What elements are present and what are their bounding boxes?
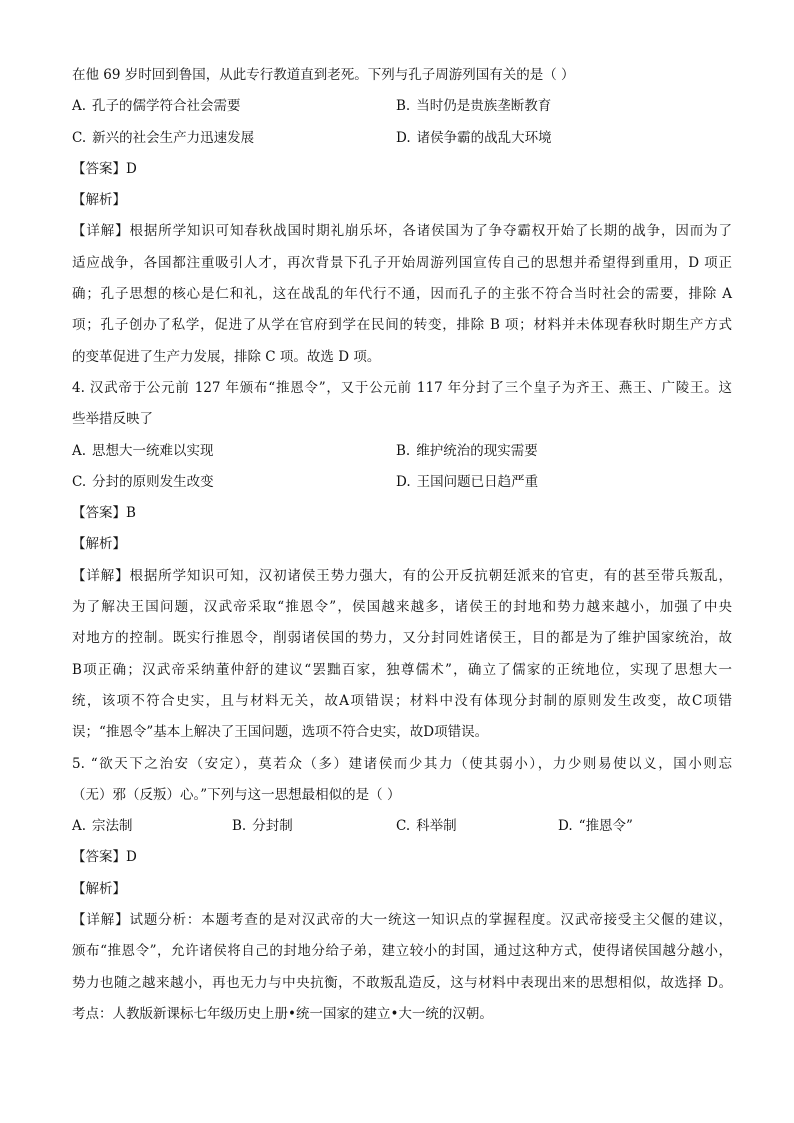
q4-detail-line: B项正确；汉武帝采纳董仲舒的建议“罢黜百家，独尊儒术”，确立了儒家的正统地位，实现了思想大一 <box>72 661 732 678</box>
q5-detail-line: 势力也随之越来越小，再也无力与中央抗衡，不敢叛乱造反，这与材料中表现出来的思想相似，故选择 D。 <box>72 974 732 991</box>
q5-detail-line: 颁布“推恩令”，允许诸侯将自己的封地分给子弟，建立较小的封国，通过这种方式，使得诸侯国越分越小， <box>72 943 732 960</box>
q5-option-b: B. 分封制 <box>232 818 293 835</box>
q4-option-a: A. 思想大一统难以实现 <box>72 442 214 459</box>
q3-detail-line: 的变革促进了生产力发展，排除 C 项。故选 D 项。 <box>72 348 381 365</box>
q3-option-b: B. 当时仍是贵族垄断教育 <box>396 98 552 115</box>
q3-answer: 【答案】D <box>72 160 137 177</box>
q4-options-row-1 <box>72 440 732 471</box>
q3-options-row-2 <box>72 127 732 158</box>
q3-stem: 在他 69 岁时回到鲁国，从此专行教道直到老死。下列与孔子周游列国有关的是（ ） <box>72 67 575 83</box>
q4-detail-line: 【详解】根据所学知识可知，汉初诸侯王势力强大，有的公开反抗朝廷派来的官吏，有的甚至带兵叛乱， <box>72 567 732 584</box>
q3-detail-line: 项；孔子创办了私学，促进了从学在官府到学在民间的转变，排除 B 项；材料并未体现春秋时期生产方式 <box>72 317 732 334</box>
q4-option-b: B. 维护统治的现实需要 <box>396 442 538 459</box>
q4-stem: 4. 汉武帝于公元前 127 年颁布“推恩令”，又于公元前 117 年分封了三个皇子为齐王、燕王、广陵王。这 <box>72 379 732 396</box>
q5-option-a: A. 宗法制 <box>72 818 133 835</box>
q3-detail-line: 确；孔子思想的核心是仁和礼，这在战乱的年代行不通，因而孔子的主张不符合当时社会的需要，排除 A <box>72 286 732 303</box>
q4-stem: 些举措反映了 <box>72 411 153 428</box>
q3-option-a: A. 孔子的儒学符合社会需要 <box>72 98 241 115</box>
q3-detail-line: 适应战争，各国都注重吸引人才，再次背景下孔子开始周游列国宣传自己的思想并希望得到重用，D 项正 <box>72 254 732 271</box>
q4-detail-line: 为了解决王国问题，汉武帝采取“推恩令”，侯国越来越多，诸侯王的封地和势力越来越小，加强了中央 <box>72 599 732 616</box>
q3-option-c: C. 新兴的社会生产力迅速发展 <box>72 129 255 146</box>
q5-stem: （无）邪（反叛）心。”下列与这一思想最相似的是（ ） <box>72 786 401 803</box>
q5-detail-line: 【详解】试题分析：本题考查的是对汉武帝的大一统这一知识点的掌握程度。汉武帝接受主父偃的建议， <box>72 912 732 929</box>
q3-analysis-heading: 【解析】 <box>72 192 126 209</box>
q5-stem: 5. “欲天下之治安（安定），莫若众（多）建诸侯而少其力（使其弱小），力少则易使以义，国小则忘 <box>72 755 732 772</box>
q4-analysis-heading: 【解析】 <box>72 536 126 553</box>
q4-answer: 【答案】B <box>72 505 136 522</box>
q4-options-row-2 <box>72 471 732 502</box>
q5-answer: 【答案】D <box>72 849 137 866</box>
q3-detail-line: 【详解】根据所学知识可知春秋战国时期礼崩乐坏，各诸侯国为了争夺霸权开始了长期的战争，因而为了 <box>72 223 732 240</box>
q5-option-d: D. “推恩令” <box>558 818 633 835</box>
q3-options-row-1 <box>72 95 732 126</box>
q5-option-c: C. 科举制 <box>396 818 457 835</box>
q4-option-d: D. 王国问题已日趋严重 <box>396 473 539 490</box>
q3-option-d: D. 诸侯争霸的战乱大环境 <box>396 129 552 146</box>
q5-options-row <box>72 815 732 846</box>
q4-option-c: C. 分封的原则发生改变 <box>72 473 214 490</box>
q5-analysis-heading: 【解析】 <box>72 880 126 897</box>
document-page <box>72 64 732 1034</box>
q4-detail-line: 误；“推恩令”基本上解决了王国问题，选项不符合史实，故D项错误。 <box>72 724 489 741</box>
q5-kaodian: 考点：人教版新课标七年级历史上册•统一国家的建立•大一统的汉朝。 <box>72 1005 493 1022</box>
q4-detail-line: 对地方的控制。既实行推恩令，削弱诸侯国的势力，又分封同姓诸侯王，目的都是为了维护国家统治，故 <box>72 630 732 647</box>
q4-detail-line: 统，该项不符合史实，且与材料无关，故A项错误；材料中没有体现分封制的原则发生改变，故C项错 <box>72 692 732 709</box>
